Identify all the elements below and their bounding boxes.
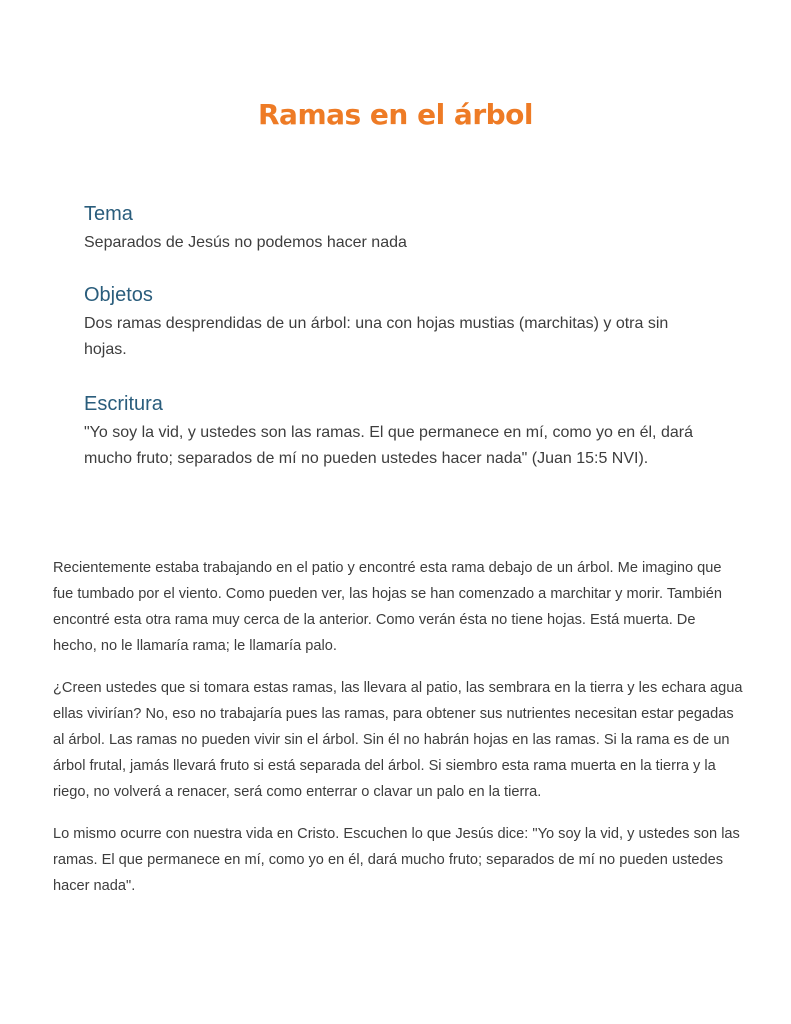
body-paragraph-2: ¿Creen ustedes que si tomara estas ramas, las llevara al patio, las sembrara en la tierra y les echara agua ellas vivirían? No, eso no trabajaría pues las ramas, para obtener sus nutrientes necesitan estar pegadas al árbol. Las ramas no pueden vivir sin el árbol. Sin él no habrán hojas en las ramas. Si la rama es de un árbol frutal, jamás llevará fruto si está separada del árbol. Si siembro esta rama muerta en la tierra y la riego, no volverá a renacer, será como enterrar o clavar un palo en la tierra. <box>53 680 743 800</box>
body-paragraph-3: Lo mismo ocurre con nuestra vida en Cristo. Escuchen lo que Jesús dice: "Yo soy la vid, y ustedes son las ramas. El que permanece en mí, como yo en él, dará mucho fruto; separados de mí no pueden ustedes hacer nada". <box>53 826 740 894</box>
body-paragraph-1: Recientemente estaba trabajando en el patio y encontré esta rama debajo de un árbol. Me imagino que fue tumbado por el viento. Como pueden ver, las hojas se han comenzado a marchitar y morir. También encontré esta otra rama muy cerca de la anterior. Como verán ésta no tiene hojas. Está muerta. De hecho, no le llamaría rama; le llamaría palo. <box>53 560 722 654</box>
section-objetos <box>84 284 704 363</box>
section-escritura <box>84 393 704 472</box>
section-heading-objetos: Objetos <box>84 284 153 306</box>
body-text <box>53 555 743 915</box>
section-text-escritura: "Yo soy la vid, y ustedes son las ramas. El que permanece en mí, como yo en él, dará mucho fruto; separados de mí no pueden ustedes hacer nada" (Juan 15:5 NVI). <box>84 424 693 467</box>
section-tema <box>84 203 704 256</box>
section-text-objetos: Dos ramas desprendidas de un árbol: una con hojas mustias (marchitas) y otra sin hojas. <box>84 315 669 358</box>
page-title: Ramas en el árbol <box>257 98 534 131</box>
section-heading-tema: Tema <box>84 203 133 225</box>
section-heading-escritura: Escritura <box>84 393 163 415</box>
section-text-tema: Separados de Jesús no podemos hacer nada <box>84 234 407 251</box>
